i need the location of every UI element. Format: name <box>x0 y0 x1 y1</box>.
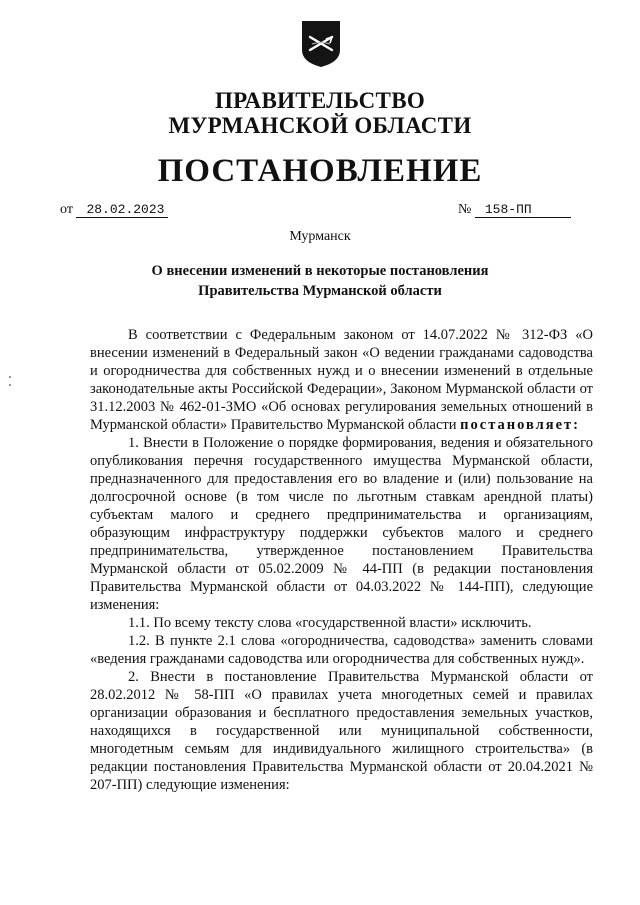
number-prefix: № <box>458 202 472 217</box>
paragraph-item-1-2: 1.2. В пункте 2.1 слова «огородничества, садоводства» заменить словами «ведения гражданами садоводства или огородничества для собственных нужд». <box>90 633 593 667</box>
date-prefix: от <box>60 202 73 217</box>
document-number-row <box>458 202 571 218</box>
coat-of-arms-icon <box>301 20 341 68</box>
document-type-heading: ПОСТАНОВЛЕНИЕ <box>157 153 483 189</box>
paragraph-preamble <box>90 326 593 434</box>
government-name-line1: ПРАВИТЕЛЬСТВО <box>214 88 426 113</box>
document-number: 158-ПП <box>475 202 571 218</box>
scan-mark <box>9 384 11 386</box>
resolution-keyword: постановляет: <box>460 417 580 433</box>
preamble-text: В соответствии с Федеральным законом от 14.07.2022 № 312-ФЗ «О внесении изменений в Федеральный закон «О ведении гражданами садоводства и огородничества для собственных нужд и о внесении изменений в отдельные законодательные акты Российской Федерации», Законом Мурманской области от 31.12.2003 № 462-01-ЗМО «Об основах регулирования земельных отношений в Мурманской области» Правительство Мурманской области <box>90 327 593 433</box>
title-line2: Правительства Мурманской области <box>198 283 442 299</box>
city-name: Мурманск <box>289 229 351 244</box>
document-title <box>0 261 640 301</box>
document-date-row <box>60 202 168 218</box>
paragraph-item-2: 2. Внести в постановление Правительства Мурманской области от 28.02.2012 № 58-ПП «О правилах учета многодетных семей и правилах организации образования и бесплатного предоставления земельных участков, находящихся в государственной или муниципальной собственности, многодетным семьям для индивидуального жилищного строительства» (в редакции постановления Правительства Мурманской области от 20.04.2021 № 207-ПП) следующие изменения: <box>90 669 593 793</box>
government-name-line2: МУРМАНСКОЙ ОБЛАСТИ <box>168 113 472 138</box>
paragraph-item-1-1: 1.1. По всему тексту слова «государственной власти» исключить. <box>128 615 532 631</box>
scan-mark <box>9 376 11 378</box>
document-body <box>90 326 593 794</box>
paragraph-item-1: 1. Внести в Положение о порядке формирования, ведения и обязательного опубликования перечня государственного имущества Мурманской области, предназначенного для предоставления его во владение и (или) пользование на долгосрочной основе (в том числе по льготным ставкам арендной платы) субъектам малого и среднего предпринимательства и организациям, образующим инфраструктуру поддержки субъектов малого и среднего предпринимательства, утвержденное постановлением Правительства Мурманской области от 05.02.2009 № 44-ПП (в редакции постановления Правительства Мурманской области от 04.03.2022 № 144-ПП), следующие изменения: <box>90 435 593 613</box>
title-line1: О внесении изменений в некоторые постановления <box>151 263 489 279</box>
document-date: 28.02.2023 <box>76 202 168 218</box>
